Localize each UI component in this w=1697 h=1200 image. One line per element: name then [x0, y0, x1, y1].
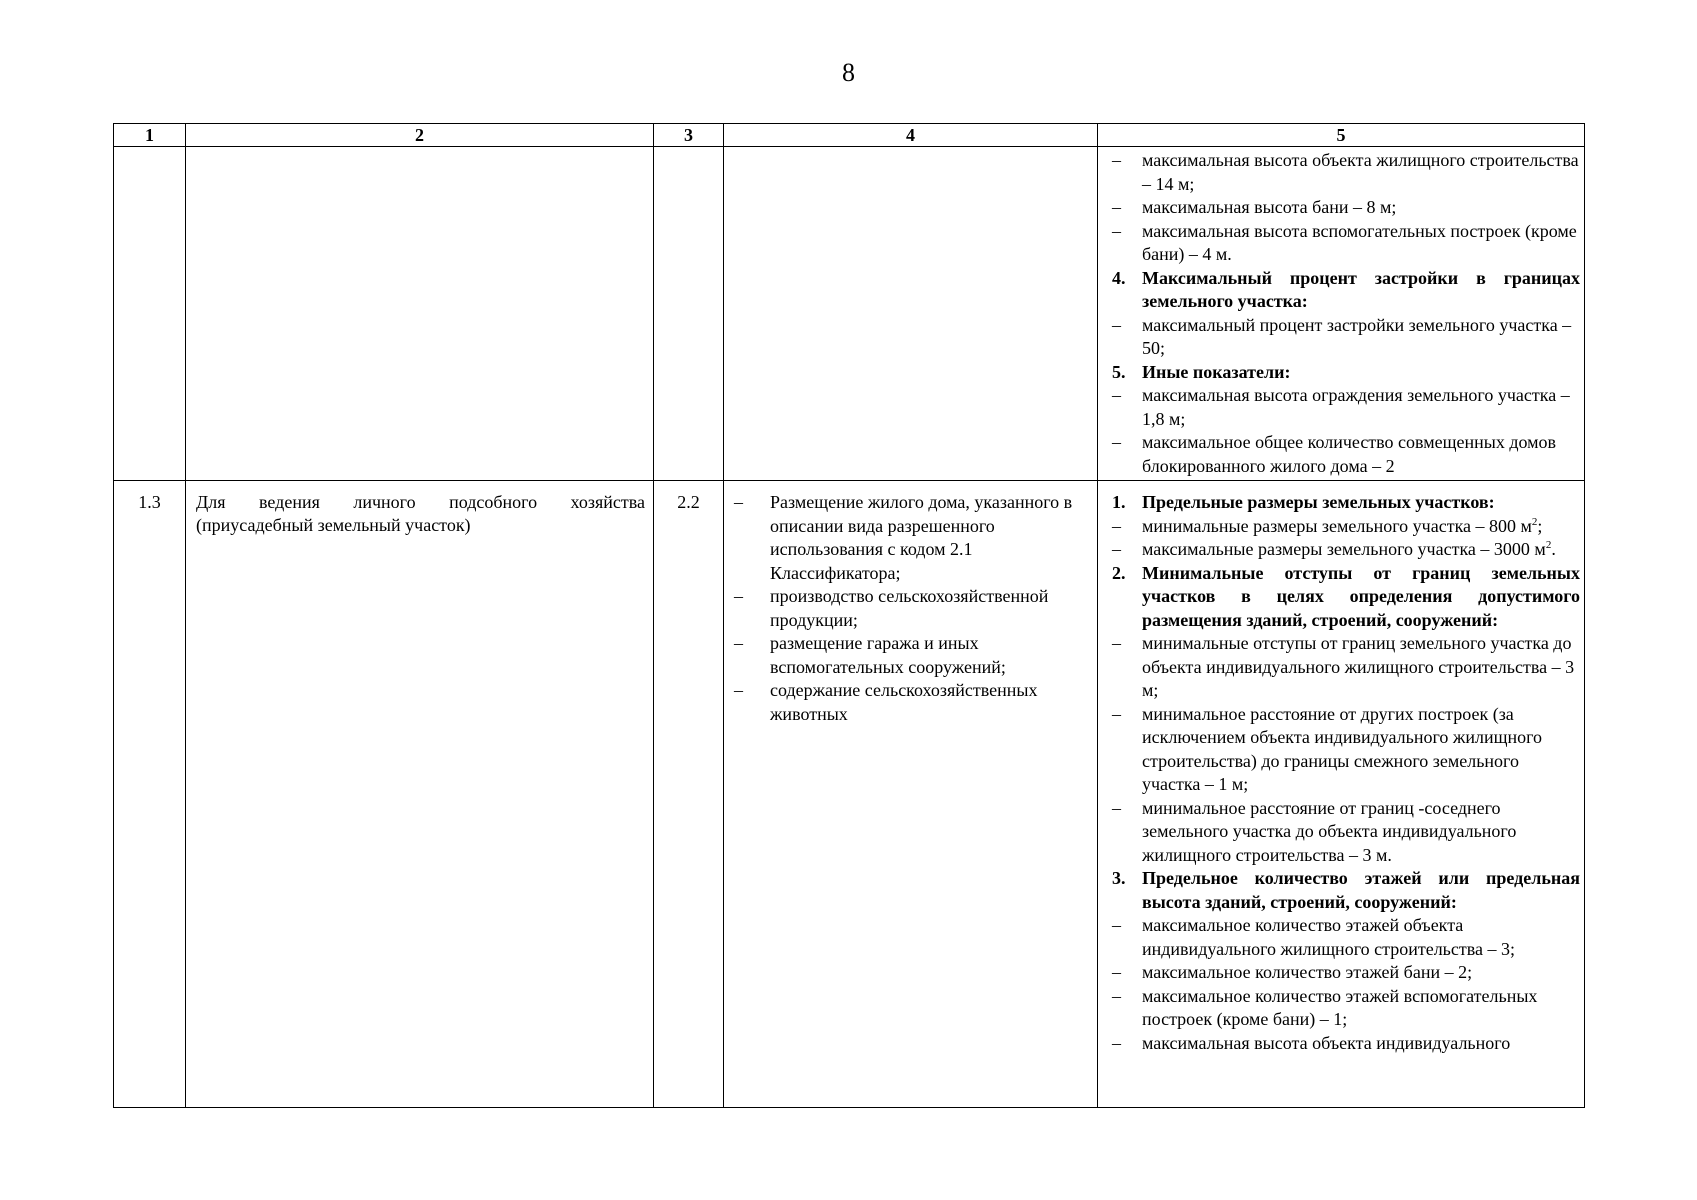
list-marker: –	[1112, 220, 1121, 241]
list-marker: –	[1112, 962, 1121, 982]
list-item	[1112, 196, 1580, 220]
list-item-text: Иные показатели:	[1142, 361, 1291, 382]
list-item-text: максимальное общее количество совмещенных домов блокированного жилого дома – 2	[1142, 432, 1557, 476]
list-item	[734, 491, 1089, 585]
list-item-text: максимальная высота бани – 8 м;	[1142, 197, 1397, 217]
list-marker: –	[1112, 385, 1121, 405]
list-item-text: минимальное расстояние от других построек (за исключением объекта индивидуального жилищного строительства) до границы смежного земельного участка – 1 м;	[1142, 703, 1543, 794]
list-item-text: максимальная высота вспомогательных построек (кроме бани) – 4 м.	[1142, 220, 1577, 264]
list-marker: –	[1112, 633, 1121, 653]
table-cell	[724, 481, 1098, 1108]
table-cell	[114, 147, 186, 481]
list-marker: –	[1112, 985, 1121, 1006]
table-cell	[654, 147, 724, 481]
list-marker: –	[1112, 539, 1121, 559]
list-item-text: Предельное количество этажей или предельная высота зданий, строений, сооружений:	[1142, 868, 1580, 912]
punctuation: .	[1551, 539, 1556, 559]
list-item	[1112, 149, 1580, 196]
list-item-text: производство сельскохозяйственной продукции;	[770, 586, 1049, 630]
list-item-text: минимальные размеры земельного участка – 800 м	[1142, 515, 1532, 536]
list-item	[734, 632, 1089, 679]
column-header-5: 5	[1098, 124, 1585, 147]
list-marker: 1.	[1112, 492, 1126, 512]
land-use-description-list	[724, 481, 1097, 726]
section-heading	[1112, 361, 1580, 385]
list-item-text: максимальное количество этажей вспомогательных построек (кроме бани) – 1;	[1142, 985, 1538, 1029]
table-cell	[724, 147, 1098, 481]
land-use-name: Для ведения личного подсобного хозяйства (приусадебный земельный участок)	[196, 492, 645, 535]
list-item-text: максимальная высота объекта индивидуального	[1142, 1032, 1511, 1053]
section-heading	[1112, 562, 1580, 633]
list-item	[1112, 961, 1580, 985]
superscript: 2	[1531, 515, 1538, 528]
list-marker: –	[1112, 432, 1121, 452]
list-item	[1112, 314, 1580, 361]
list-marker: 3.	[1112, 868, 1126, 888]
parameters-cell	[1098, 147, 1585, 481]
list-marker: –	[734, 492, 743, 512]
list-marker: –	[1112, 703, 1121, 724]
table-cell	[654, 481, 724, 1108]
list-item-text: максимальные размеры земельного участка – 3000 м	[1142, 539, 1546, 559]
table-cell	[186, 147, 654, 481]
list-item-text: максимальное количество этажей бани – 2;	[1142, 962, 1473, 982]
list-marker: –	[734, 680, 743, 700]
list-item	[1112, 220, 1580, 267]
list-item	[1112, 985, 1580, 1032]
punctuation: ;	[1537, 515, 1543, 536]
list-marker: –	[1112, 314, 1121, 335]
list-item	[1112, 632, 1580, 703]
superscript: 2	[1545, 539, 1552, 551]
list-item	[1112, 703, 1580, 797]
list-item	[1112, 431, 1580, 478]
list-item	[1112, 914, 1580, 961]
column-header-1: 1	[114, 124, 186, 147]
table-row	[114, 147, 1585, 481]
regulations-table	[113, 123, 1585, 1108]
parameters-cell	[1098, 481, 1585, 1108]
land-use-code: 2.2	[677, 492, 700, 512]
column-header-2: 2	[186, 124, 654, 147]
list-item-text: максимальное количество этажей объекта индивидуального жилищного строительства – 3;	[1142, 915, 1515, 959]
section-heading	[1112, 867, 1580, 914]
page-number: 8	[842, 58, 855, 87]
list-item	[734, 585, 1089, 632]
list-marker: 4.	[1112, 267, 1126, 288]
section-heading	[1112, 491, 1580, 515]
list-marker: –	[1112, 915, 1121, 935]
row-number: 1.3	[138, 492, 161, 512]
list-item-text: минимальное расстояние от границ -соседнего земельного участка до объекта индивидуального жилищного строительства – 3 м.	[1142, 797, 1517, 865]
list-item-text: максимальный процент застройки земельного участка – 50;	[1142, 314, 1572, 358]
table-cell	[114, 481, 186, 1108]
list-item-text: Максимальный процент застройки в границах земельного участка:	[1142, 267, 1580, 311]
list-item-text: Предельные размеры земельных участков:	[1142, 492, 1495, 512]
list-item-text: содержание сельскохозяйственных животных	[770, 680, 1038, 724]
list-marker: 5.	[1112, 361, 1126, 382]
list-item	[1112, 515, 1580, 539]
section-heading	[1112, 267, 1580, 314]
list-marker: –	[1112, 1032, 1121, 1053]
list-item-text: Размещение жилого дома, указанного в описании вида разрешенного использования с кодом 2.1 Классификатора;	[770, 492, 1073, 583]
table-row	[114, 481, 1585, 1108]
column-header-4: 4	[724, 124, 1098, 147]
list-item	[734, 679, 1089, 726]
list-marker: 2.	[1112, 562, 1126, 583]
list-item	[1112, 538, 1580, 562]
parameters-list	[1098, 481, 1584, 1055]
list-item-text: максимальная высота ограждения земельного участка – 1,8 м;	[1142, 385, 1570, 429]
table-cell	[186, 481, 654, 1108]
list-marker: –	[1112, 197, 1121, 217]
list-marker: –	[734, 586, 743, 606]
list-marker: –	[1112, 515, 1121, 536]
list-item	[1112, 1032, 1580, 1056]
column-header-3: 3	[654, 124, 724, 147]
list-item	[1112, 384, 1580, 431]
list-item-text: максимальная высота объекта жилищного строительства – 14 м;	[1142, 150, 1579, 194]
list-item-text: минимальные отступы от границ земельного участка до объекта индивидуального жилищного строительства – 3 м;	[1142, 633, 1575, 700]
list-marker: –	[1112, 150, 1121, 170]
list-marker: –	[734, 633, 743, 653]
list-item-text: Минимальные отступы от границ земельных участков в целях определения допустимого размещения зданий, строений, сооружений:	[1142, 562, 1580, 630]
parameters-list	[1098, 147, 1584, 478]
list-item	[1112, 797, 1580, 868]
list-marker: –	[1112, 797, 1121, 818]
table-header-row	[114, 124, 1585, 147]
list-item-text: размещение гаража и иных вспомогательных сооружений;	[770, 633, 1006, 677]
